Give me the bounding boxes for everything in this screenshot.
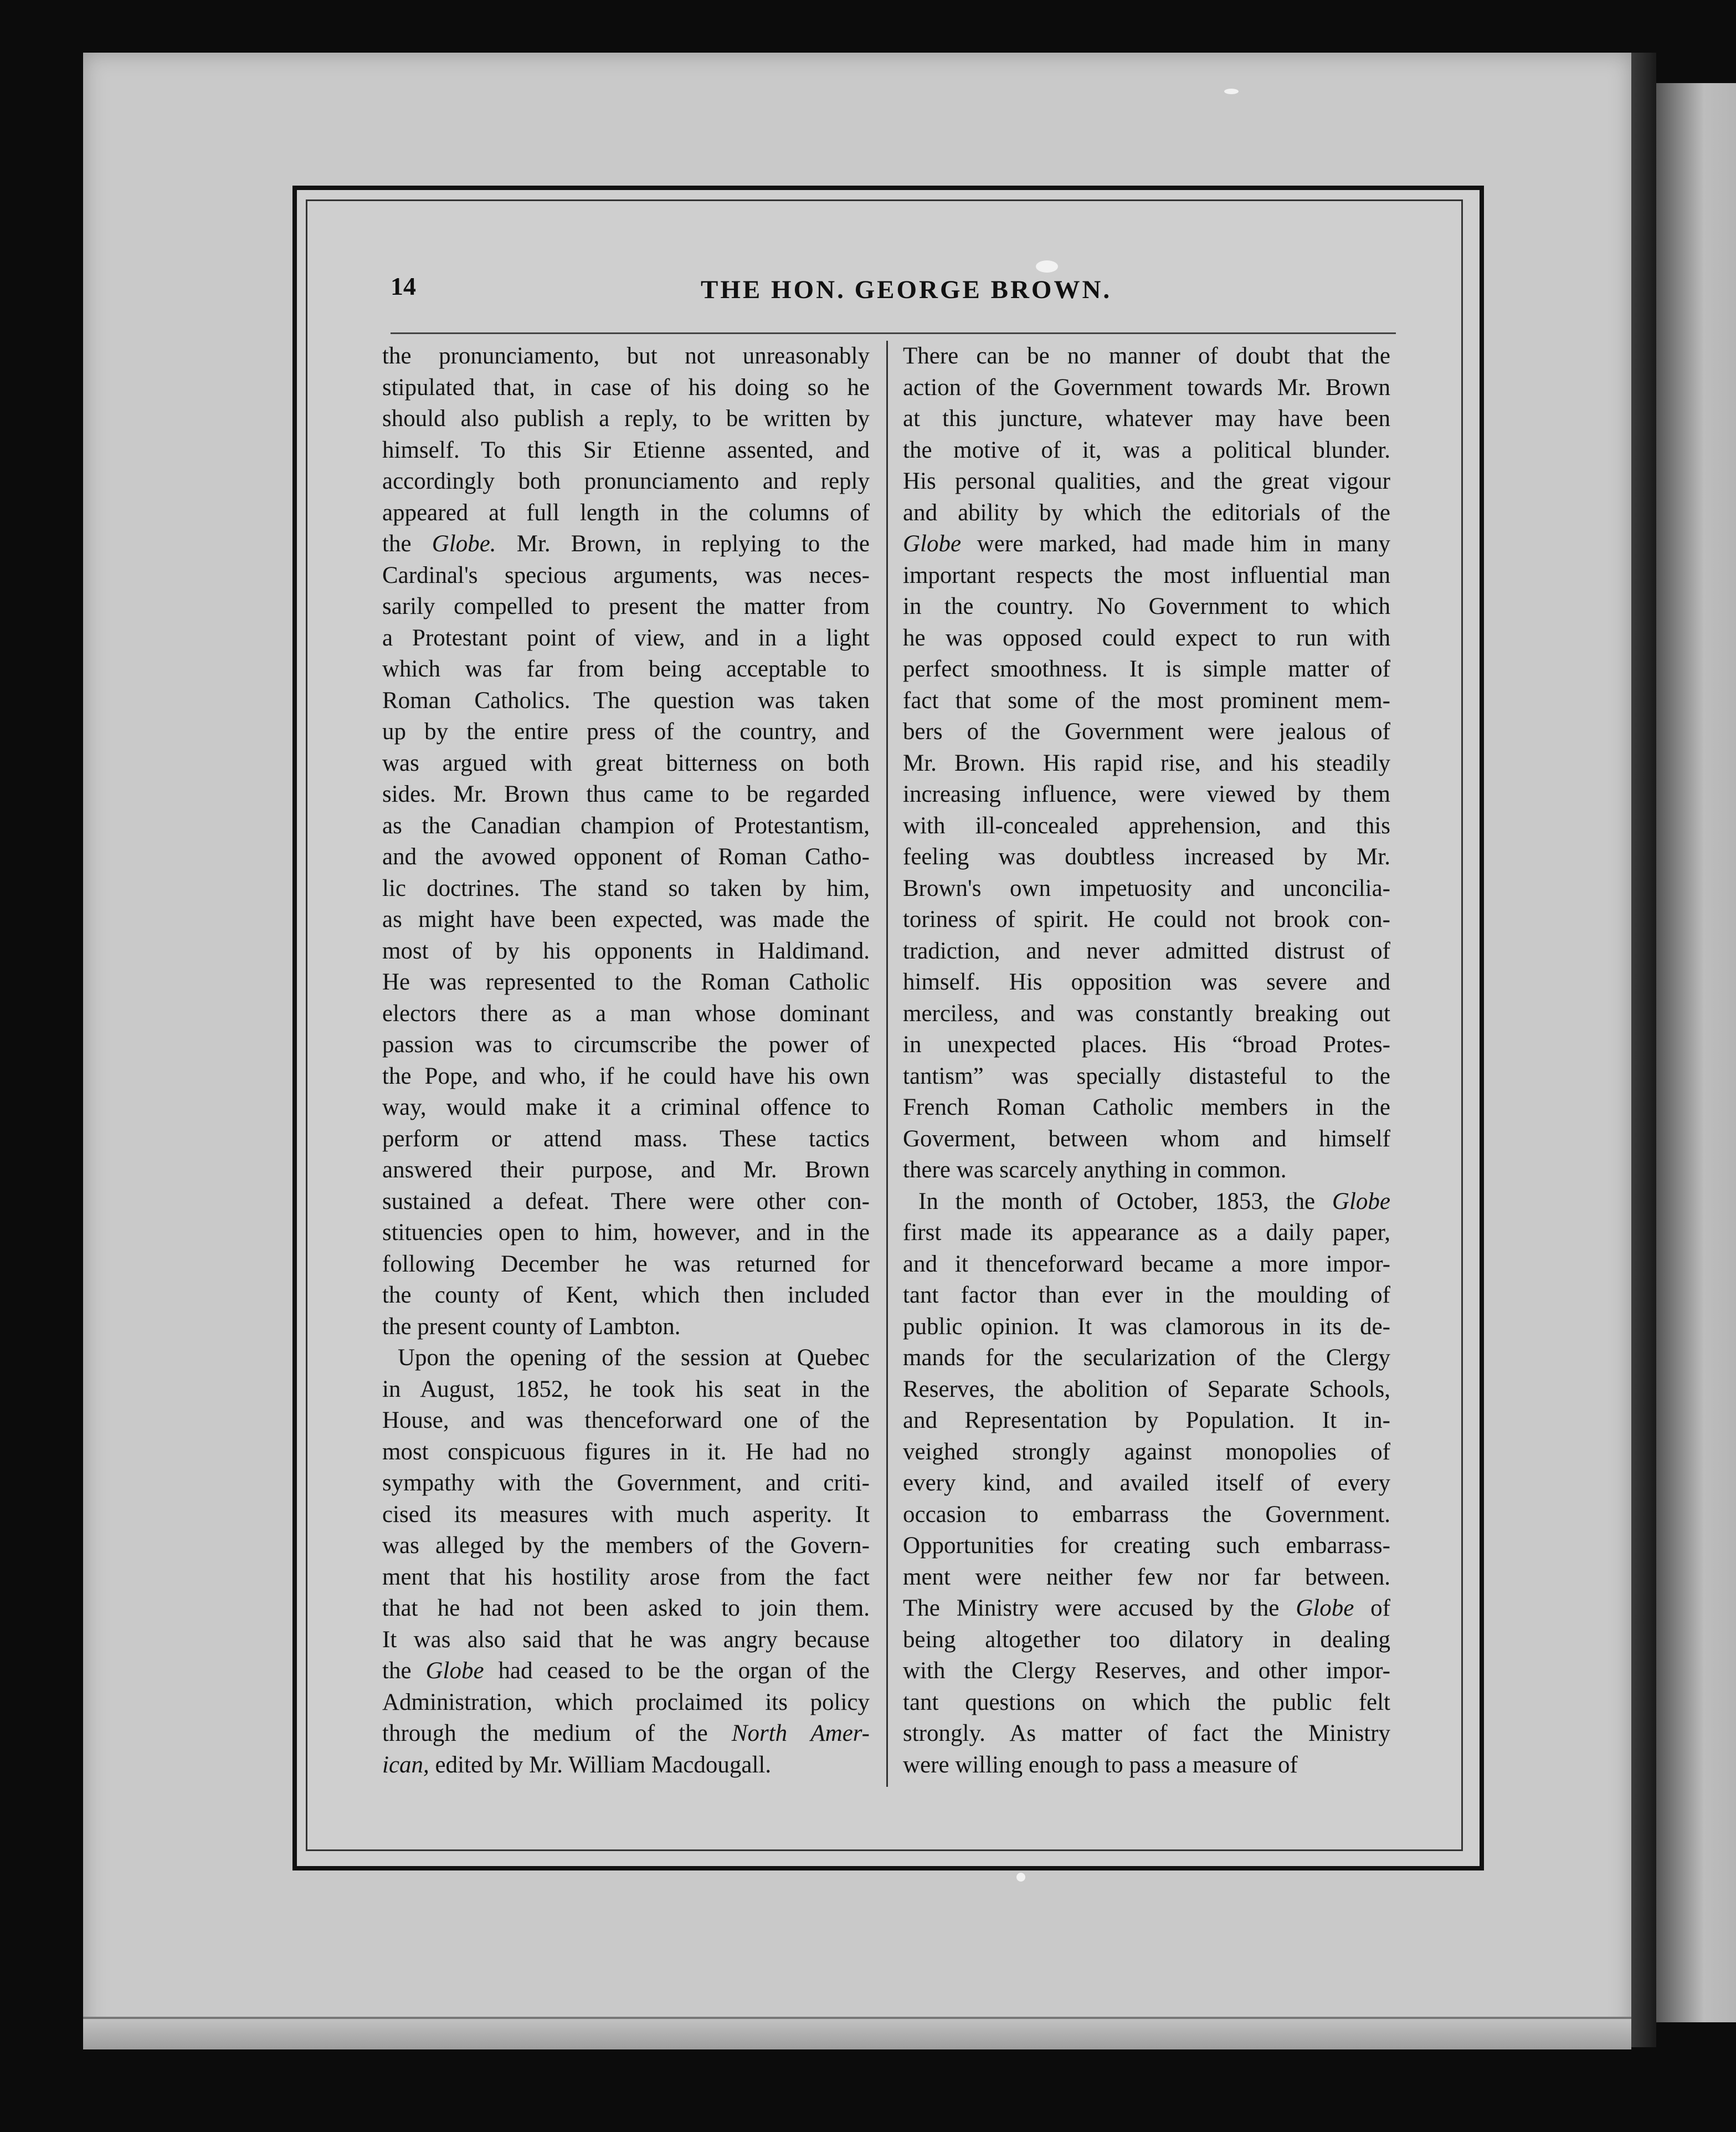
right-text-line: His personal qualities, and the great vigour <box>903 468 1390 494</box>
right-text-line: there was scarcely anything in common. <box>903 1157 1287 1183</box>
left-text-line: was alleged by the members of the Govern- <box>382 1533 870 1559</box>
left-text-line: the Pope, and who, if he could have his own <box>382 1063 870 1089</box>
left-text-line: sympathy with the Government, and criti- <box>382 1470 870 1496</box>
scan-speck <box>1224 89 1239 94</box>
italic-run: Globe <box>1332 1188 1390 1214</box>
left-text-line: appeared at full length in the columns of <box>382 499 870 526</box>
right-text-line: public opinion. It was clamorous in its de- <box>903 1313 1390 1340</box>
right-text-line: fact that some of the most prominent mem- <box>903 687 1390 714</box>
right-text-line: himself. His opposition was severe and <box>903 969 1390 995</box>
italic-run: North Amer- <box>731 1720 870 1746</box>
left-text-line: passion was to circumscribe the power of <box>382 1032 870 1058</box>
left-text-line: himself. To this Sir Etienne assented, and <box>382 437 870 463</box>
right-text-line: Mr. Brown. His rapid rise, and his steadily <box>903 750 1390 776</box>
left-text-line: the pronunciamento, but not unreasonably <box>382 343 870 369</box>
left-text-line: He was represented to the Roman Catholic <box>382 969 870 995</box>
right-text-line: tant questions on which the public felt <box>903 1689 1390 1715</box>
right-text-line: and Representation by Population. It in- <box>903 1407 1390 1433</box>
left-text-line: way, would make it a criminal offence to <box>382 1094 870 1120</box>
italic-run: Globe. <box>432 531 496 557</box>
left-text-line: Upon the opening of the session at Quebec <box>398 1345 870 1371</box>
right-text-line: being altogether too dilatory in dealing <box>903 1626 1390 1653</box>
left-text-line: through the medium of the North Amer- <box>382 1720 870 1746</box>
book-gutter <box>1631 53 1656 2047</box>
right-text-line: tantism” was specially distasteful to the <box>903 1063 1390 1089</box>
scan-speck <box>1036 260 1058 273</box>
left-text-line: the Globe had ceased to be the organ of the <box>382 1658 870 1684</box>
right-column-lines <box>903 341 1390 1781</box>
right-text-line: bers of the Government were jealous of <box>903 719 1390 745</box>
right-column <box>903 341 1390 1781</box>
right-text-line: action of the Government towards Mr. Brown <box>903 374 1390 401</box>
right-text-line: at this juncture, whatever may have been <box>903 406 1390 432</box>
left-text-line: accordingly both pronunciamento and reply <box>382 468 870 494</box>
right-text-line: There can be no manner of doubt that the <box>903 343 1390 369</box>
left-text-line: in August, 1852, he took his seat in the <box>382 1376 870 1402</box>
right-text-line: and it thenceforward became a more impor- <box>903 1250 1390 1277</box>
right-text-line: ment were neither few nor far between. <box>903 1564 1390 1590</box>
right-text-line: the motive of it, was a political blunder. <box>903 437 1390 463</box>
left-text-line: It was also said that he was angry because <box>382 1626 870 1653</box>
left-text-line: sarily compelled to present the matter from <box>382 593 870 619</box>
right-text-line: Reserves, the abolition of Separate Schools, <box>903 1376 1390 1402</box>
right-text-line: mands for the secularization of the Clergy <box>903 1345 1390 1371</box>
italic-run: Globe <box>1296 1595 1354 1621</box>
right-text-line: every kind, and availed itself of every <box>903 1470 1390 1496</box>
page-number: 14 <box>391 272 416 300</box>
right-text-line: first made its appearance as a daily paper, <box>903 1219 1390 1246</box>
left-text-line: answered their purpose, and Mr. Brown <box>382 1157 870 1183</box>
left-text-line: a Protestant point of view, and in a light <box>382 624 870 651</box>
right-text-line: toriness of spirit. He could not brook con- <box>903 906 1390 932</box>
right-text-line: The Ministry were accused by the Globe of <box>903 1595 1390 1621</box>
left-text-line: most conspicuous figures in it. He had no <box>382 1438 870 1465</box>
left-text-line: up by the entire press of the country, and <box>382 719 870 745</box>
left-text-line: most of by his opponents in Haldimand. <box>382 937 870 964</box>
left-text-line: perform or attend mass. These tactics <box>382 1125 870 1152</box>
page-bottom-edge <box>83 2017 1631 2049</box>
left-text-line: stipulated that, in case of his doing so he <box>382 374 870 401</box>
right-text-line: perfect smoothness. It is simple matter of <box>903 656 1390 682</box>
right-text-line: Globe were marked, had made him in many <box>903 531 1390 557</box>
left-text-line: cised its measures with much asperity. It <box>382 1501 870 1528</box>
right-text-line: were willing enough to pass a measure of <box>903 1751 1298 1778</box>
right-text-line: Goverment, between whom and himself <box>903 1125 1390 1152</box>
left-text-line: which was far from being acceptable to <box>382 656 870 682</box>
right-text-line: he was opposed could expect to run with <box>903 624 1390 651</box>
right-text-line: and ability by which the editorials of the <box>903 499 1390 526</box>
running-head: THE HON. GEORGE BROWN. <box>701 275 1112 304</box>
right-text-line: in the country. No Government to which <box>903 593 1390 619</box>
right-text-line: French Roman Catholic members in the <box>903 1094 1390 1120</box>
left-text-line: stituencies open to him, however, and in the <box>382 1219 870 1246</box>
left-text-line: sides. Mr. Brown thus came to be regarded <box>382 781 870 807</box>
right-text-line: occasion to embarrass the Government. <box>903 1501 1390 1528</box>
facing-page-edge <box>1656 83 1736 2022</box>
column-rule <box>886 341 888 1787</box>
right-text-line: important respects the most influential man <box>903 562 1390 588</box>
left-text-line: that he had not been asked to join them. <box>382 1595 870 1621</box>
left-text-line: Administration, which proclaimed its policy <box>382 1689 870 1715</box>
left-text-line: Cardinal's specious arguments, was neces- <box>382 562 870 588</box>
left-text-line: the county of Kent, which then included <box>382 1282 870 1308</box>
left-text-line: ment that his hostility arose from the fact <box>382 1564 870 1590</box>
left-text-line: was argued with great bitterness on both <box>382 750 870 776</box>
left-text-line: electors there as a man whose dominant <box>382 1000 870 1027</box>
left-text-line: lic doctrines. The stand so taken by him, <box>382 875 870 901</box>
left-text-line: following December he was returned for <box>382 1250 870 1277</box>
italic-run: Globe <box>903 531 962 557</box>
left-text-line: the present county of Lambton. <box>382 1313 681 1340</box>
left-text-line: ican, edited by Mr. William Macdougall. <box>382 1751 772 1778</box>
right-text-line: tradiction, and never admitted distrust of <box>903 937 1390 964</box>
scan-speck <box>1016 1873 1025 1882</box>
right-text-line: merciless, and was constantly breaking out <box>903 1000 1390 1027</box>
left-text-line: Roman Catholics. The question was taken <box>382 687 870 714</box>
right-text-line: In the month of October, 1853, the Globe <box>918 1188 1390 1214</box>
italic-run: ican, <box>382 1751 429 1778</box>
left-column-lines <box>382 341 870 1781</box>
left-text-line: as the Canadian champion of Protestantism, <box>382 812 870 839</box>
right-text-line: with ill-concealed apprehension, and this <box>903 812 1390 839</box>
page-header <box>391 271 1396 334</box>
left-text-line: should also publish a reply, to be written by <box>382 406 870 432</box>
right-text-line: Brown's own impetuosity and unconcilia- <box>903 875 1390 901</box>
right-text-line: strongly. As matter of fact the Ministry <box>903 1720 1390 1746</box>
right-text-line: veighed strongly against monopolies of <box>903 1438 1390 1465</box>
right-text-line: increasing influence, were viewed by them <box>903 781 1390 807</box>
right-text-line: in unexpected places. His “broad Protes- <box>903 1032 1390 1058</box>
left-text-line: as might have been expected, was made the <box>382 906 870 932</box>
left-text-line: the Globe. Mr. Brown, in replying to the <box>382 531 870 557</box>
left-text-line: and the avowed opponent of Roman Catho- <box>382 844 870 870</box>
right-text-line: with the Clergy Reserves, and other impor- <box>903 1658 1390 1684</box>
left-column <box>382 341 870 1781</box>
left-text-line: sustained a defeat. There were other con- <box>382 1188 870 1214</box>
italic-run: Globe <box>425 1658 484 1684</box>
right-text-line: tant factor than ever in the moulding of <box>903 1282 1390 1308</box>
right-text-line: Opportunities for creating such embarrass- <box>903 1533 1390 1559</box>
left-text-line: House, and was thenceforward one of the <box>382 1407 870 1433</box>
right-text-line: feeling was doubtless increased by Mr. <box>903 844 1390 870</box>
